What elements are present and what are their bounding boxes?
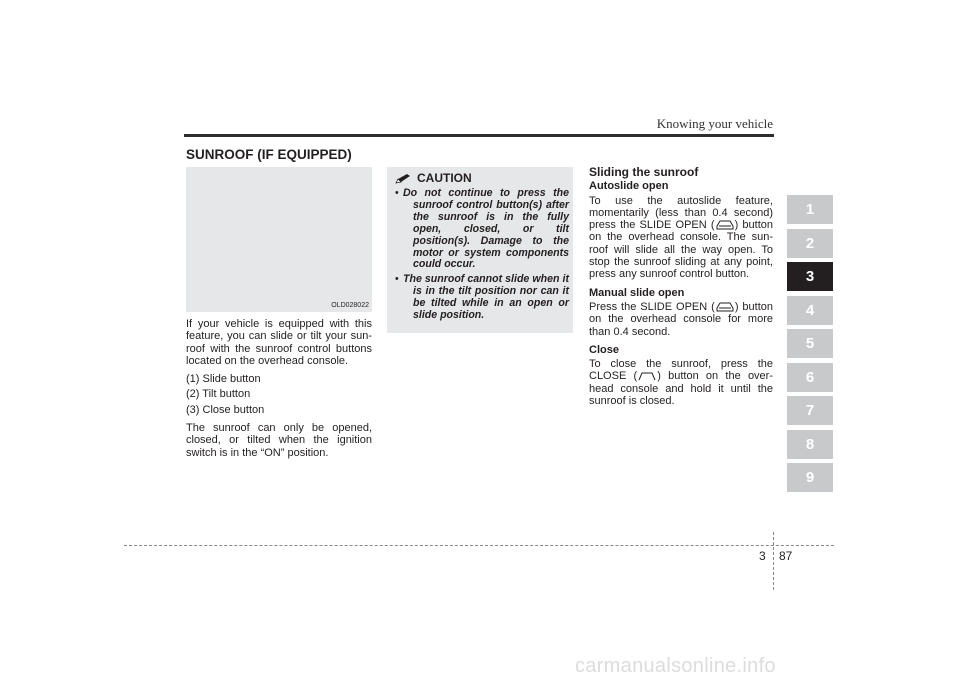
- close-text-after: ) button on the over-head console and hold it until the sunroof is closed.: [589, 370, 773, 408]
- photo-code: OLD028022: [331, 302, 369, 309]
- caution-item-first-line: The sunroof cannot slide: [403, 273, 530, 286]
- left-column: [186, 318, 372, 465]
- close-text-before: To close the sunroof, press the CLOSE (: [589, 358, 773, 383]
- bullet: •: [395, 273, 399, 286]
- chapter-tab-3[interactable]: 3: [787, 262, 833, 291]
- chapter-tab-9[interactable]: 9: [787, 463, 833, 492]
- caution-heading: [395, 171, 569, 185]
- chapter-tab-7[interactable]: 7: [787, 396, 833, 425]
- footer-divider: [773, 532, 774, 590]
- bullet: •: [395, 187, 399, 199]
- page-chapter-number: 3: [759, 549, 766, 563]
- autoslide-text-after: ) button on the overhead console. The sun-roof will slide all the way open. To stop the sunroof sliding at any point, press any sunroof control button.: [589, 219, 773, 281]
- caution-item-text: sunroof control button(s) after the sunroof is in the fully open, closed, or tilt position(s). Damage to the motor or system components could occur.: [413, 198, 569, 271]
- caution-item: [395, 188, 569, 271]
- header-rule: [184, 134, 774, 137]
- chapter-tabs: [787, 195, 833, 497]
- chapter-tab-5[interactable]: 5: [787, 329, 833, 358]
- sunroof-photo-placeholder: [186, 167, 372, 312]
- caution-item-text: when it is in the tilt position nor can it be tilted while in an open or slide position.: [413, 273, 569, 322]
- pencil-icon: [395, 173, 412, 184]
- chapter-tab-8[interactable]: 8: [787, 430, 833, 459]
- chapter-tab-6[interactable]: 6: [787, 363, 833, 392]
- caution-item: [395, 274, 569, 322]
- manual-text-after: ) button on the overhead console for more than 0.4 second.: [589, 300, 773, 338]
- manual-heading: Manual slide open: [589, 286, 685, 299]
- footer-rule: [124, 545, 834, 546]
- page-number: 87: [779, 549, 793, 563]
- slide-open-icon: [716, 219, 734, 230]
- button-list: [186, 373, 372, 416]
- intro-paragraph: If your vehicle is equipped with this feature, you can slide or tilt your sun-roof with the sunroof control buttons located on the overhead console.: [186, 318, 372, 367]
- caution-item-first-line: Do not continue to press the: [403, 187, 569, 199]
- sliding-title: Sliding the sunroof: [589, 165, 699, 179]
- manual-paragraph: [589, 301, 773, 338]
- autoslide-heading: Autoslide open: [589, 180, 669, 193]
- autoslide-paragraph: [589, 195, 773, 281]
- running-header: Knowing your vehicle: [656, 116, 773, 131]
- slide-open-icon: [716, 301, 734, 312]
- watermark: carmanualsonline.info: [575, 655, 776, 677]
- ignition-note: The sunroof can only be opened, closed, or tilted when the ignition switch is in the “ON” position.: [186, 422, 372, 459]
- button-list-item: (1) Slide button: [186, 373, 261, 386]
- button-list-item: (2) Tilt button: [186, 388, 251, 401]
- button-list-item: (3) Close button: [186, 403, 265, 416]
- section-title: SUNROOF (IF EQUIPPED): [186, 147, 352, 162]
- autoslide-text-before: To use the autoslide feature, momentarily (less than 0.4 second) press the SLIDE OPEN (: [589, 194, 773, 232]
- chapter-tab-4[interactable]: 4: [787, 296, 833, 325]
- close-heading: Close: [589, 343, 619, 356]
- manual-text-before: Press the SLIDE OPEN (: [589, 300, 715, 313]
- close-paragraph: [589, 358, 773, 407]
- caution-box: [387, 167, 573, 333]
- caution-title: CAUTION: [417, 171, 472, 185]
- chapter-tab-2[interactable]: 2: [787, 229, 833, 258]
- close-roof-icon: [638, 370, 656, 381]
- right-column: [589, 166, 773, 413]
- chapter-tab-1[interactable]: 1: [787, 195, 833, 224]
